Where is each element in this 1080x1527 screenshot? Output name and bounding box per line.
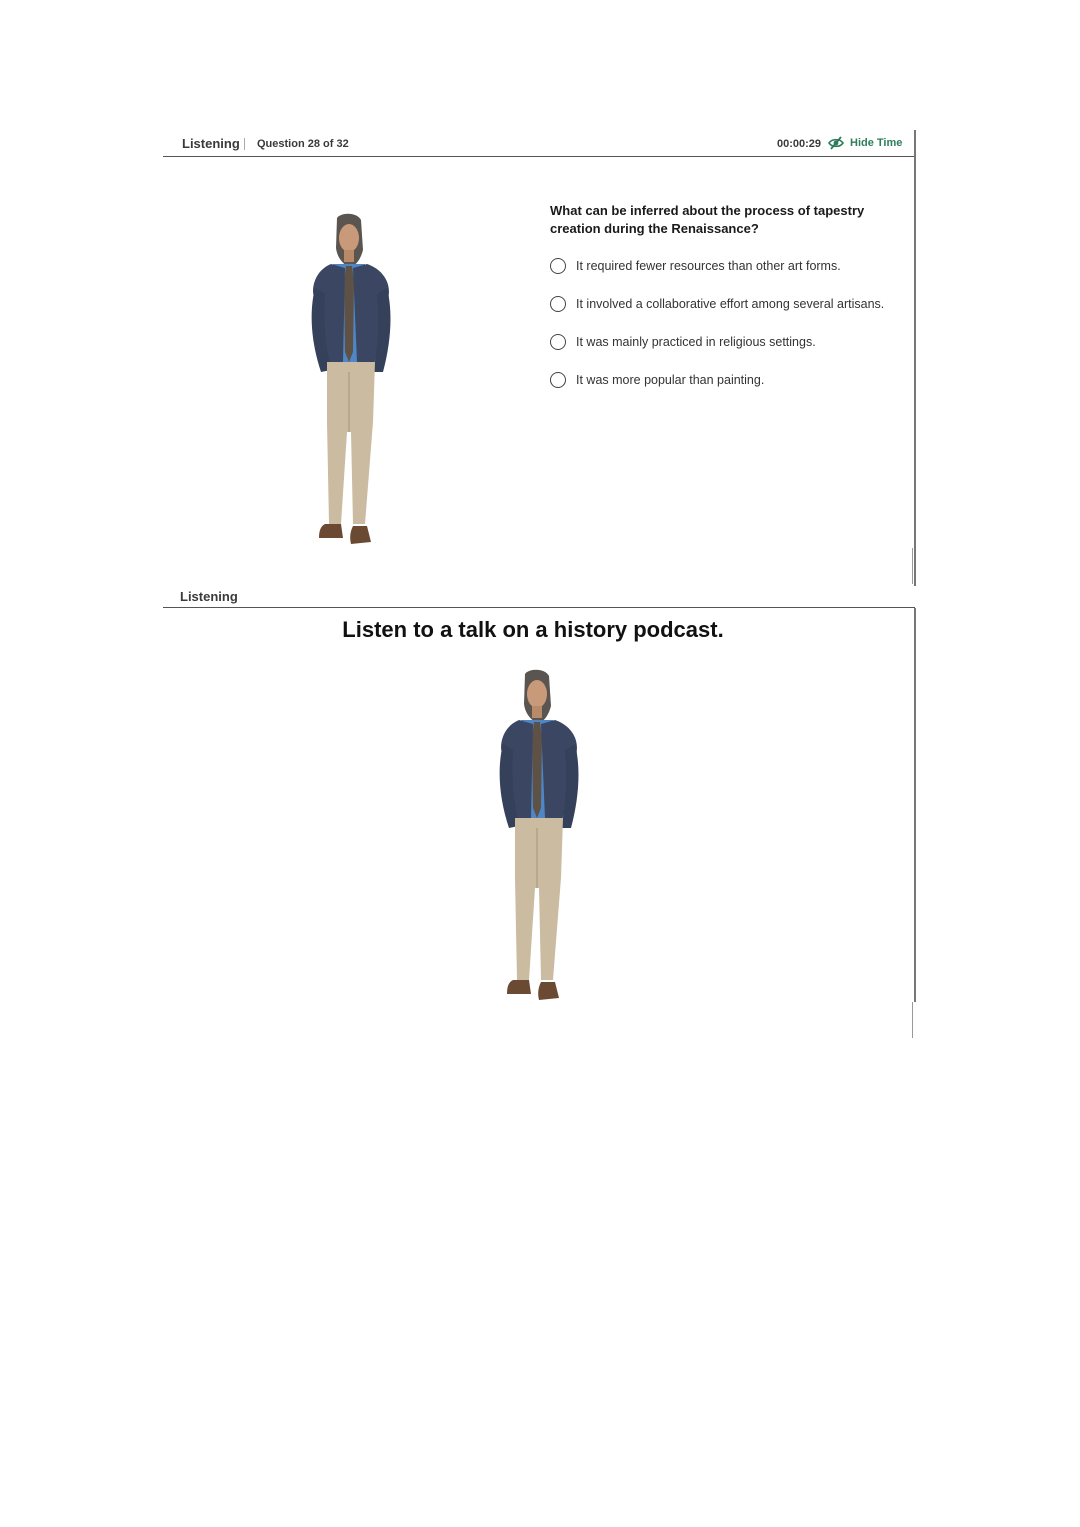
answer-option-text: It was mainly practiced in religious settings.: [576, 335, 816, 349]
answer-option[interactable]: [550, 370, 910, 390]
intro-header: [163, 584, 915, 608]
radio-button[interactable]: [550, 334, 566, 350]
question-block: [550, 202, 910, 408]
test-header: [163, 130, 915, 157]
section-title: Listening: [180, 589, 238, 604]
intro-screen: [163, 584, 915, 1040]
header-divider: [244, 138, 245, 150]
panel-border-tick: [912, 1002, 913, 1038]
radio-button[interactable]: [550, 258, 566, 274]
section-title: Listening: [182, 136, 240, 151]
question-screen: [163, 130, 915, 586]
question-text: What can be inferred about the process of tapestry creation during the Renaissance?: [550, 203, 865, 236]
answer-option[interactable]: [550, 256, 910, 276]
panel-border-tick: [912, 548, 913, 584]
question-counter: Question 28 of 32: [257, 138, 349, 150]
speaker-image: [479, 668, 599, 1013]
hide-time-label: Hide Time: [850, 137, 903, 149]
instruction-heading: Listen to a talk on a history podcast.: [342, 617, 724, 642]
panel-border: [914, 608, 916, 1002]
timer: 00:00:29: [777, 138, 822, 150]
radio-button[interactable]: [550, 296, 566, 312]
speaker-image: [291, 212, 411, 557]
hide-time-button[interactable]: [828, 134, 902, 152]
panel-border: [914, 130, 916, 586]
eye-slash-icon: [828, 136, 844, 150]
answer-option-text: It was more popular than painting.: [576, 373, 765, 387]
answer-option[interactable]: [550, 332, 910, 352]
answer-option-text: It required fewer resources than other art forms.: [576, 259, 841, 273]
answer-option[interactable]: [550, 294, 910, 314]
radio-button[interactable]: [550, 372, 566, 388]
answer-option-text: It involved a collaborative effort among several artisans.: [576, 297, 885, 311]
